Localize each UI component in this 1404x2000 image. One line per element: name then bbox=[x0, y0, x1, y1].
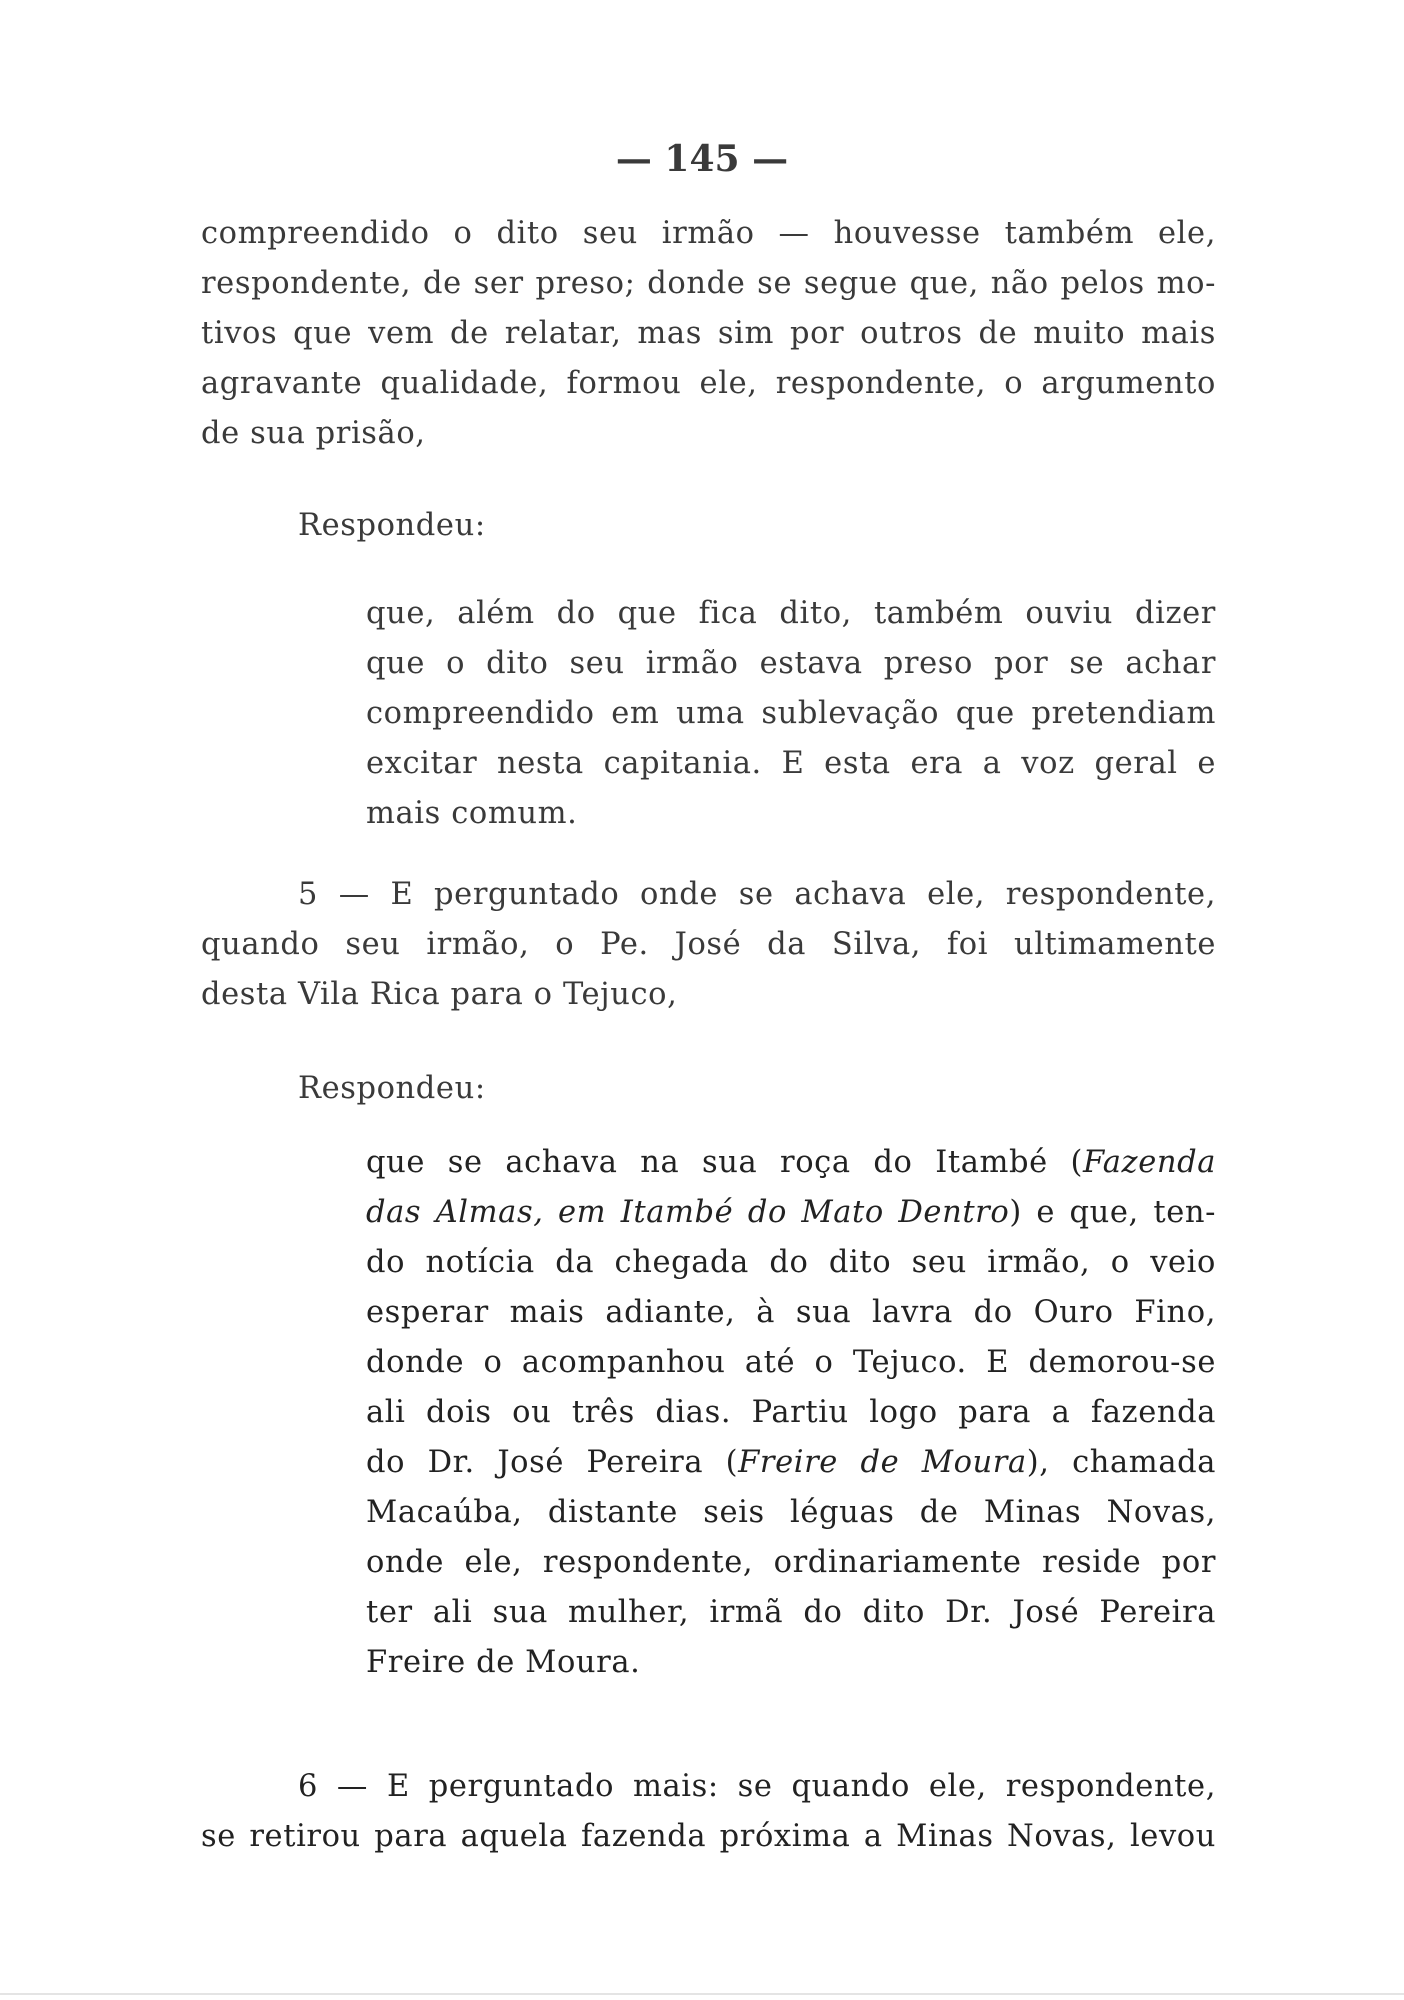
text-line: que, além do que fica dito, também ouviu dizer bbox=[366, 596, 1216, 631]
text-line: de sua prisão, bbox=[201, 416, 426, 451]
question-paragraph bbox=[201, 870, 1216, 1020]
text-line: compreendido o dito seu irmão — houvesse também ele, bbox=[201, 216, 1216, 251]
italic-text: Fazenda bbox=[1083, 1145, 1216, 1180]
text-line: 5 — E perguntado onde se achava ele, respondente, bbox=[298, 877, 1216, 912]
text-line: compreendido em uma sublevação que pretendiam bbox=[366, 696, 1216, 731]
answer-paragraph bbox=[366, 1138, 1216, 1688]
text-line: desta Vila Rica para o Tejuco, bbox=[201, 977, 678, 1012]
text-line: se retirou para aquela fazenda próxima a Minas Novas, levou bbox=[201, 1819, 1216, 1854]
answer-paragraph bbox=[366, 589, 1216, 839]
text-line: excitar nesta capitania. E esta era a voz geral e bbox=[366, 746, 1216, 781]
text-line: ali dois ou três dias. Partiu logo para a fazenda bbox=[366, 1395, 1216, 1430]
respondeu-label: Respondeu: bbox=[298, 508, 486, 543]
text-line: ter ali sua mulher, irmã do dito Dr. José Pereira bbox=[366, 1595, 1216, 1630]
paragraph-continuation bbox=[201, 209, 1216, 459]
text-line: mais comum. bbox=[366, 796, 578, 831]
respondeu-label: Respondeu: bbox=[298, 1071, 486, 1106]
text-line bbox=[366, 1138, 1216, 1188]
text-line: que o dito seu irmão estava preso por se achar bbox=[366, 646, 1216, 681]
text-line: quando seu irmão, o Pe. José da Silva, foi ultimamente bbox=[201, 927, 1216, 962]
page-edge-divider bbox=[0, 1993, 1404, 1995]
page-number: — 145 — bbox=[615, 138, 789, 180]
text-line bbox=[366, 1188, 1216, 1238]
italic-text: das Almas, em Itambé do Mato Dentro bbox=[366, 1195, 1010, 1230]
text-line: Freire de Moura. bbox=[366, 1645, 641, 1680]
text-line: Macaúba, distante seis léguas de Minas Novas, bbox=[366, 1495, 1216, 1530]
text-line bbox=[366, 1438, 1216, 1488]
question-paragraph bbox=[201, 1762, 1216, 1862]
text-segment: ), chamada bbox=[1026, 1445, 1217, 1480]
text-line: 6 — E perguntado mais: se quando ele, respondente, bbox=[298, 1769, 1216, 1804]
text-line: esperar mais adiante, à sua lavra do Ouro Fino, bbox=[366, 1295, 1216, 1330]
text-line: tivos que vem de relatar, mas sim por outros de muito mais bbox=[201, 316, 1216, 351]
text-segment: do Dr. José Pereira ( bbox=[366, 1445, 739, 1480]
italic-text: Freire de Moura bbox=[738, 1445, 1027, 1480]
text-line: agravante qualidade, formou ele, respondente, o argumento bbox=[201, 366, 1216, 401]
text-line: onde ele, respondente, ordinariamente reside por bbox=[366, 1545, 1216, 1580]
text-segment: ) e que, ten- bbox=[1009, 1195, 1216, 1230]
text-line: donde o acompanhou até o Tejuco. E demorou-se bbox=[366, 1345, 1216, 1380]
text-line: do notícia da chegada do dito seu irmão, o veio bbox=[366, 1245, 1216, 1280]
text-line: respondente, de ser preso; donde se segue que, não pelos mo- bbox=[201, 266, 1216, 301]
text-segment: que se achava na sua roça do Itambé ( bbox=[366, 1145, 1084, 1180]
